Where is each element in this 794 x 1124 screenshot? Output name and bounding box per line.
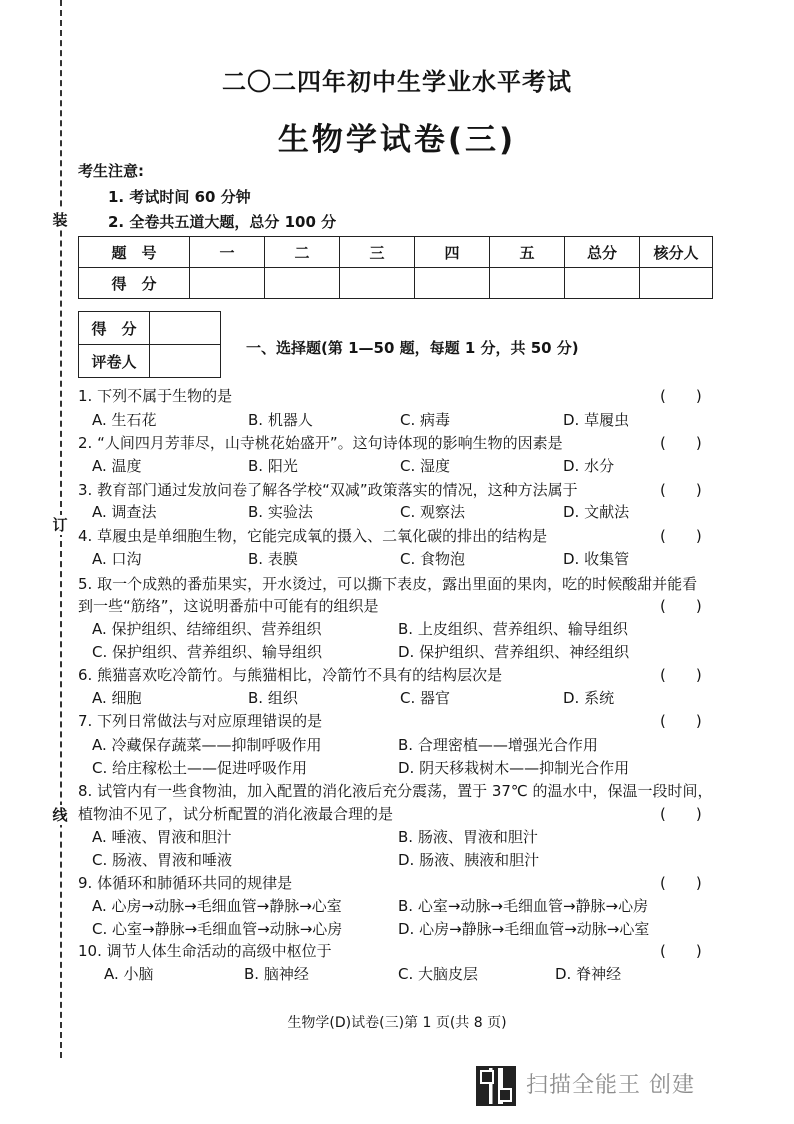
question-option: B. 机器人 xyxy=(248,411,313,429)
question-option: B. 心室→动脉→毛细血管→静脉→心房 xyxy=(398,897,649,915)
answer-blank[interactable]: ( ) xyxy=(660,942,702,960)
question-stem: 4. 草履虫是单细胞生物，它能完成氧的摄入、二氧化碳的排出的结构是 xyxy=(78,527,548,545)
question-option: D. 文献法 xyxy=(563,503,630,521)
scanner-watermark: 扫描全能王 创建 xyxy=(526,1073,695,1098)
question-option: C. 观察法 xyxy=(400,503,466,521)
page-footer: 生物学(D)试卷(三)第 1 页(共 8 页) xyxy=(287,1015,507,1031)
score-row-label: 得 分 xyxy=(79,268,190,299)
question-stem: 植物油不见了，试分析配置的消化液最合理的是 xyxy=(78,805,394,823)
question-option: B. 肠液、胃液和胆汁 xyxy=(398,828,538,846)
question-option: A. 小脑 xyxy=(104,965,154,983)
answer-blank[interactable]: ( ) xyxy=(660,387,702,405)
score-header-5: 五 xyxy=(490,237,565,268)
question-option: D. 草履虫 xyxy=(563,411,630,429)
grader-name-cell[interactable] xyxy=(150,345,221,378)
binding-char-xian: 线 xyxy=(52,806,68,824)
question-option: A. 生石花 xyxy=(92,411,157,429)
question-option: C. 肠液、胃液和唾液 xyxy=(92,851,233,869)
score-cell[interactable] xyxy=(340,268,415,299)
question-option: D. 收集管 xyxy=(563,550,630,568)
question-option: A. 口沟 xyxy=(92,550,142,568)
question-option: C. 食物泡 xyxy=(400,550,466,568)
score-header-total: 总分 xyxy=(565,237,640,268)
question-option: D. 系统 xyxy=(563,689,615,707)
binding-char-zhuang: 装 xyxy=(52,211,68,229)
qr-code-icon xyxy=(476,1066,516,1106)
answer-blank[interactable]: ( ) xyxy=(660,712,702,730)
question-option: B. 实验法 xyxy=(248,503,313,521)
question-stem: 3. 教育部门通过发放问卷了解各学校“双减”政策落实的情况，这种方法属于 xyxy=(78,481,578,499)
question-stem: 5. 取一个成熟的番茄果实，开水烫过，可以撕下表皮，露出里面的果肉，吃的时候酸甜并能看 xyxy=(78,575,698,593)
paper-title: 生物学试卷(三) xyxy=(277,122,517,158)
question-stem: 10. 调节人体生命活动的高级中枢位于 xyxy=(78,942,332,960)
question-option: B. 上皮组织、营养组织、输导组织 xyxy=(398,620,628,638)
question-option: C. 病毒 xyxy=(400,411,451,429)
question-option: C. 器官 xyxy=(400,689,451,707)
exam-title: 二〇二四年初中生学业水平考试 xyxy=(222,67,572,96)
grader-table xyxy=(78,311,221,378)
question-stem: 9. 体循环和肺循环共同的规律是 xyxy=(78,874,293,892)
notice-item-1: 1. 考试时间 60 分钟 xyxy=(108,188,251,206)
answer-blank[interactable]: ( ) xyxy=(660,527,702,545)
score-cell[interactable] xyxy=(640,268,713,299)
binding-char-ding: 订 xyxy=(52,516,68,534)
grader-score-label: 得 分 xyxy=(79,312,150,345)
question-option: A. 心房→动脉→毛细血管→静脉→心室 xyxy=(92,897,342,915)
question-stem: 8. 试管内有一些食物油，加入配置的消化液后充分震荡，置于 37℃ 的温水中，保温一段时间， xyxy=(78,782,713,800)
notice-item-2: 2. 全卷共五道大题，总分 100 分 xyxy=(108,213,337,231)
grader-score-cell[interactable] xyxy=(150,312,221,345)
score-header-4: 四 xyxy=(415,237,490,268)
question-option: C. 湿度 xyxy=(400,457,451,475)
question-option: D. 保护组织、营养组织、神经组织 xyxy=(398,643,630,661)
notice-title: 考生注意: xyxy=(78,162,144,180)
score-cell[interactable] xyxy=(490,268,565,299)
answer-blank[interactable]: ( ) xyxy=(660,481,702,499)
score-cell[interactable] xyxy=(415,268,490,299)
grader-name-label: 评卷人 xyxy=(79,345,150,378)
question-option: D. 脊神经 xyxy=(555,965,622,983)
section-title: 一、选择题(第 1—50 题，每题 1 分，共 50 分) xyxy=(246,339,579,357)
question-option: A. 温度 xyxy=(92,457,142,475)
question-stem: 到一些“筋络”，这说明番茄中可能有的组织是 xyxy=(78,597,379,615)
answer-blank[interactable]: ( ) xyxy=(660,597,702,615)
score-header-checker: 核分人 xyxy=(640,237,713,268)
question-stem: 1. 下列不属于生物的是 xyxy=(78,387,233,405)
question-option: D. 肠液、胰液和胆汁 xyxy=(398,851,540,869)
score-header-label: 题 号 xyxy=(79,237,190,268)
question-stem: 2. “人间四月芳菲尽，山寺桃花始盛开”。这句诗体现的影响生物的因素是 xyxy=(78,434,563,452)
question-option: A. 唾液、胃液和胆汁 xyxy=(92,828,232,846)
question-option: A. 细胞 xyxy=(92,689,142,707)
question-option: A. 冷藏保存蔬菜——抑制呼吸作用 xyxy=(92,736,322,754)
question-option: A. 保护组织、结缔组织、营养组织 xyxy=(92,620,322,638)
question-option: C. 给庄稼松土——促进呼吸作用 xyxy=(92,759,308,777)
question-option: D. 心房→静脉→毛细血管→动脉→心室 xyxy=(398,920,650,938)
question-option: D. 阴天移栽树木——抑制光合作用 xyxy=(398,759,630,777)
answer-blank[interactable]: ( ) xyxy=(660,434,702,452)
answer-blank[interactable]: ( ) xyxy=(660,666,702,684)
answer-blank[interactable]: ( ) xyxy=(660,874,702,892)
question-stem: 7. 下列日常做法与对应原理错误的是 xyxy=(78,712,323,730)
score-header-1: 一 xyxy=(190,237,265,268)
score-header-2: 二 xyxy=(265,237,340,268)
answer-blank[interactable]: ( ) xyxy=(660,805,702,823)
question-option: B. 阳光 xyxy=(248,457,298,475)
question-option: C. 心室→静脉→毛细血管→动脉→心房 xyxy=(92,920,343,938)
question-option: B. 脑神经 xyxy=(244,965,309,983)
question-option: B. 组织 xyxy=(248,689,298,707)
question-option: B. 表膜 xyxy=(248,550,298,568)
question-stem: 6. 熊猫喜欢吃冷箭竹。与熊猫相比，冷箭竹不具有的结构层次是 xyxy=(78,666,503,684)
score-table xyxy=(78,236,713,299)
score-cell[interactable] xyxy=(190,268,265,299)
question-option: A. 调查法 xyxy=(92,503,157,521)
score-cell[interactable] xyxy=(265,268,340,299)
question-option: C. 保护组织、营养组织、输导组织 xyxy=(92,643,323,661)
question-option: C. 大脑皮层 xyxy=(398,965,479,983)
question-option: D. 水分 xyxy=(563,457,615,475)
score-header-3: 三 xyxy=(340,237,415,268)
score-cell[interactable] xyxy=(565,268,640,299)
question-option: B. 合理密植——增强光合作用 xyxy=(398,736,598,754)
